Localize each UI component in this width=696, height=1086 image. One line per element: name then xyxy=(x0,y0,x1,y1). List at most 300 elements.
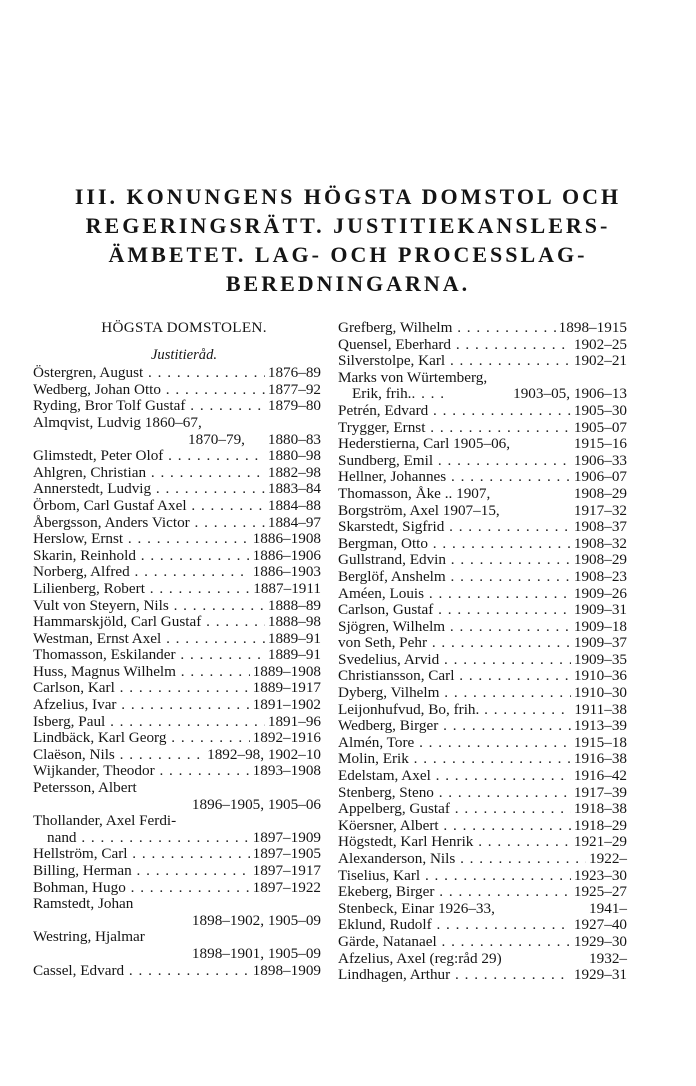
dot-leader xyxy=(424,586,571,603)
entry-name: Sjögren, Wilhelm xyxy=(338,617,446,635)
entry-years: 1898–1901, 1905–09 xyxy=(191,944,321,962)
entry-name: Améen, Louis xyxy=(338,584,425,602)
entry-years: 1889–1917 xyxy=(252,679,321,697)
dot-leader xyxy=(115,680,250,697)
entry-name: Carlson, Karl xyxy=(33,679,115,697)
list-item xyxy=(33,747,321,764)
dot-leader xyxy=(439,652,571,669)
entry-name: Dyberg, Vilhelm xyxy=(338,684,440,702)
entry-years: 1941– xyxy=(589,899,627,917)
entry-name: Thomasson, Eskilander xyxy=(33,646,176,664)
entry-years: 1915–18 xyxy=(573,733,627,751)
list-item xyxy=(33,963,321,980)
entry-years: 1911–38 xyxy=(574,700,627,718)
list-item xyxy=(33,598,321,615)
entry-name: Bohman, Hugo xyxy=(33,878,126,896)
dot-leader xyxy=(151,481,265,498)
list-item xyxy=(338,420,627,437)
entry-years: 1880–83 xyxy=(267,430,321,448)
entry-years: 1892–1916 xyxy=(252,729,321,747)
list-item xyxy=(33,481,321,498)
entry-years: 1908–37 xyxy=(573,518,627,536)
entry-name: Hederstierna, Carl 1905–06, xyxy=(338,435,511,453)
entry-years: 1891–1902 xyxy=(252,696,321,714)
dot-leader xyxy=(495,901,586,918)
list-item xyxy=(338,569,627,586)
entry-name: Petrén, Edvard xyxy=(338,401,429,419)
dot-leader xyxy=(124,963,250,980)
entry-name: Ahlgren, Christian xyxy=(33,463,147,481)
list-item xyxy=(33,531,321,548)
dot-leader xyxy=(117,697,250,714)
dot-leader xyxy=(450,967,571,984)
list-item xyxy=(338,619,627,636)
list-item xyxy=(338,868,627,885)
dot-leader xyxy=(190,515,265,532)
list-item xyxy=(338,503,627,520)
dot-leader xyxy=(136,548,250,565)
dot-leader xyxy=(454,668,570,685)
dot-leader xyxy=(187,498,265,515)
list-item xyxy=(338,884,627,901)
dot-leader xyxy=(185,398,264,415)
line-fill xyxy=(623,370,627,387)
list-item xyxy=(338,801,627,818)
list-item xyxy=(338,370,627,387)
entry-years: 1929–31 xyxy=(573,966,627,984)
dot-leader xyxy=(115,747,204,764)
dot-leader xyxy=(446,469,571,486)
entry-years: 1886–1906 xyxy=(252,546,321,564)
entry-name: Hammarskjöld, Carl Gustaf xyxy=(33,613,202,631)
entry-years: 1892–98, 1902–10 xyxy=(207,745,321,763)
entry-years: 1913–39 xyxy=(573,717,627,735)
entry-name: Köersner, Albert xyxy=(338,816,439,834)
entry-years: 1921–29 xyxy=(573,833,627,851)
list-item xyxy=(338,967,627,984)
entry-years: 1929–30 xyxy=(573,932,627,950)
dot-leader xyxy=(510,436,571,453)
list-item xyxy=(33,780,321,797)
dot-leader xyxy=(145,581,250,598)
entry-years: 1932– xyxy=(589,949,627,967)
entry-name: Westring, Hjalmar xyxy=(33,928,145,946)
entry-years: 1925–27 xyxy=(573,883,627,901)
heading-line: III. KONUNGENS HÖGSTA DOMSTOL OCH xyxy=(74,184,622,209)
entry-name: Thollander, Axel Ferdi- xyxy=(33,812,177,830)
list-item xyxy=(33,763,321,780)
entry-name: Östergren, August xyxy=(33,364,144,382)
dot-leader xyxy=(245,432,265,449)
entry-years: 1889–91 xyxy=(267,646,321,664)
dot-leader xyxy=(451,337,571,354)
entry-name: Billing, Herman xyxy=(33,862,132,879)
dot-leader xyxy=(455,851,586,868)
entry-name: Trygger, Ernst xyxy=(338,418,426,436)
entry-name: Hellström, Carl xyxy=(33,845,128,863)
entry-years: 1909–31 xyxy=(573,601,627,619)
dot-leader xyxy=(444,519,571,536)
list-item xyxy=(338,951,627,968)
entry-name: Gärde, Natanael xyxy=(338,932,437,950)
list-item xyxy=(33,382,321,399)
entry-name: Wedberg, Johan Otto xyxy=(33,380,161,398)
entry-name: Tiselius, Karl xyxy=(338,866,421,884)
entry-years: 1916–38 xyxy=(573,750,627,768)
list-item xyxy=(33,432,321,449)
entry-name: Skarin, Reinhold xyxy=(33,546,136,564)
dot-leader xyxy=(428,403,571,420)
dot-leader xyxy=(201,614,265,631)
list-item xyxy=(338,337,627,354)
dot-leader xyxy=(105,714,265,731)
entry-years: 1898–1909 xyxy=(252,961,321,979)
dot-leader: . . . . xyxy=(411,386,446,403)
list-item xyxy=(33,581,321,598)
list-item xyxy=(33,448,321,465)
list-item xyxy=(338,602,627,619)
entry-years: 1897–1909 xyxy=(252,828,321,846)
dot-leader xyxy=(473,834,570,851)
entry-name: Åbergsson, Anders Victor xyxy=(33,513,190,531)
dot-leader xyxy=(434,785,571,802)
entry-name: Annerstedt, Ludvig xyxy=(33,480,152,498)
list-item xyxy=(338,652,627,669)
dot-leader xyxy=(433,602,571,619)
list-item xyxy=(33,631,321,648)
heading-line: ÄMBETET. LAG- OCH PROCESSLAG- xyxy=(108,242,588,267)
left-column xyxy=(33,320,321,979)
list-item xyxy=(338,552,627,569)
list-item xyxy=(338,353,627,370)
list-item xyxy=(338,735,627,752)
list-item xyxy=(33,664,321,681)
entry-years: 1897–1905 xyxy=(252,845,321,863)
entry-name: Claëson, Nils xyxy=(33,745,115,763)
entry-name: Hellner, Johannes xyxy=(338,468,447,486)
dot-leader xyxy=(425,420,570,437)
section-title: HÖGSTA DOMSTOLEN. xyxy=(101,319,267,336)
list-item xyxy=(33,564,321,581)
entry-name: Molin, Erik xyxy=(338,750,409,768)
entry-name: Afzelius, Axel (reg:råd 29) xyxy=(338,949,502,967)
list-item xyxy=(33,863,321,880)
dot-leader xyxy=(432,917,571,934)
entry-name: Grefberg, Wilhelm xyxy=(338,319,453,336)
list-item xyxy=(338,635,627,652)
entry-name: Silverstolpe, Karl xyxy=(338,352,446,370)
entry-years: 1916–42 xyxy=(573,767,627,785)
entry-list xyxy=(338,320,627,984)
right-column xyxy=(338,320,627,984)
entry-years: 1889–1908 xyxy=(252,662,321,680)
entry-name: Carlson, Gustaf xyxy=(338,601,434,619)
list-item xyxy=(33,896,321,913)
list-item xyxy=(338,453,627,470)
dot-leader xyxy=(439,685,570,702)
entry-years: 1877–92 xyxy=(267,380,321,398)
entry-name: Afzelius, Ivar xyxy=(33,696,117,714)
dot-leader xyxy=(176,664,250,681)
list-item xyxy=(338,320,627,337)
dot-leader xyxy=(409,751,571,768)
entry-name: Huss, Magnus Wilhelm xyxy=(33,662,176,680)
entry-name: Petersson, Albert xyxy=(33,779,137,797)
list-item xyxy=(338,536,627,553)
list-item xyxy=(33,846,321,863)
dot-leader xyxy=(445,353,571,370)
entry-years: 1905–30 xyxy=(573,401,627,419)
list-item xyxy=(33,929,321,946)
entry-years: 1908–32 xyxy=(573,534,627,552)
dot-leader xyxy=(450,801,571,818)
entry-years: 1897–1917 xyxy=(252,862,321,879)
entry-years: 1923–30 xyxy=(573,866,627,884)
entry-years: 1888–89 xyxy=(267,596,321,614)
list-item xyxy=(338,702,627,719)
entry-years: 1917–39 xyxy=(573,783,627,801)
entry-name: Skarstedt, Sigfrid xyxy=(338,518,445,536)
entry-years: 1902–25 xyxy=(573,335,627,353)
list-item xyxy=(338,586,627,603)
entry-years: 1880–98 xyxy=(267,447,321,465)
entry-name: Ekeberg, Birger xyxy=(338,883,435,901)
entry-years: 1910–30 xyxy=(573,684,627,702)
entry-name: Stenberg, Steno xyxy=(338,783,434,801)
entry-years: 1905–07 xyxy=(573,418,627,436)
entry-years: 1908–23 xyxy=(573,567,627,585)
list-item xyxy=(338,718,627,735)
entry-name: Christiansson, Carl xyxy=(338,667,455,685)
entry-years: 1879–80 xyxy=(267,397,321,415)
dot-leader xyxy=(433,453,571,470)
list-item xyxy=(33,913,321,930)
dot-leader xyxy=(446,569,571,586)
list-item xyxy=(33,946,321,963)
dot-leader xyxy=(176,647,265,664)
dot-leader xyxy=(163,448,265,465)
entry-years: 1909–37 xyxy=(573,634,627,652)
dot-leader xyxy=(161,382,265,399)
dot-leader xyxy=(414,735,571,752)
list-item xyxy=(338,668,627,685)
list-item xyxy=(338,851,627,868)
entry-name: Herslow, Ernst xyxy=(33,530,124,548)
entry-name: Vult von Steyern, Nils xyxy=(33,596,169,614)
list-item xyxy=(338,469,627,486)
entry-years: 1909–26 xyxy=(573,584,627,602)
entry-name: Örbom, Carl Gustaf Axel xyxy=(33,496,187,514)
entry-years: 1897–1922 xyxy=(252,878,321,896)
entry-years: 1902–21 xyxy=(573,352,627,370)
dot-leader xyxy=(446,552,571,569)
list-item xyxy=(33,680,321,697)
list-item xyxy=(33,880,321,897)
dot-leader xyxy=(126,880,250,897)
dot-leader xyxy=(502,951,586,968)
dot-leader xyxy=(445,619,571,636)
entry-name: Erik, frih. xyxy=(352,385,412,403)
entry-name: Borgström, Axel 1907–15, xyxy=(338,501,500,519)
list-item xyxy=(33,697,321,714)
entry-years: 1915–16 xyxy=(573,435,627,453)
dot-leader xyxy=(490,486,571,503)
list-item xyxy=(338,768,627,785)
entry-name: Wedberg, Birger xyxy=(338,717,439,735)
entry-years: 1876–89 xyxy=(267,364,321,382)
dot-leader xyxy=(438,718,571,735)
entry-name: Ryding, Bror Tolf Gustaf xyxy=(33,397,186,415)
entry-name: Lindbäck, Karl Georg xyxy=(33,729,167,747)
entry-name: Alexanderson, Nils xyxy=(338,850,456,867)
entry-name: Högstedt, Karl Henrik xyxy=(338,833,474,851)
list-item xyxy=(33,813,321,830)
list-item xyxy=(338,436,627,453)
entry-name: Stenbeck, Einar 1926–33, xyxy=(338,899,495,917)
heading-line: BEREDNINGARNA. xyxy=(225,271,471,296)
dot-leader xyxy=(155,763,250,780)
entry-name: Isberg, Paul xyxy=(33,712,106,730)
entry-years: 1918–38 xyxy=(573,800,627,818)
dot-leader xyxy=(161,631,265,648)
entry-years: 1883–84 xyxy=(267,480,321,498)
list-item xyxy=(338,403,627,420)
entry-name: Berglöf, Anshelm xyxy=(338,567,446,585)
entry-name: Almén, Tore xyxy=(338,733,415,751)
entry-years: 1908–29 xyxy=(573,484,627,502)
list-item xyxy=(338,934,627,951)
dot-leader xyxy=(439,818,571,835)
entry-years: 1886–1908 xyxy=(252,530,321,548)
entry-name: von Seth, Pehr xyxy=(338,634,428,652)
dot-leader xyxy=(130,564,250,581)
dot-leader xyxy=(143,365,265,382)
dot-leader xyxy=(123,531,250,548)
entry-name: Cassel, Edvard xyxy=(33,961,125,979)
list-item xyxy=(338,917,627,934)
entry-years: 1884–88 xyxy=(267,496,321,514)
entry-name: Appelberg, Gustaf xyxy=(338,800,450,818)
list-item xyxy=(33,797,321,814)
dot-leader xyxy=(77,830,250,847)
entry-years: 1906–07 xyxy=(573,468,627,486)
dot-leader xyxy=(437,934,571,951)
dot-leader xyxy=(166,730,249,747)
list-item xyxy=(33,548,321,565)
dot-leader xyxy=(452,320,555,337)
entry-name: Lindhagen, Arthur xyxy=(338,966,451,984)
entry-name: Ramstedt, Johan xyxy=(33,895,134,913)
chapter-heading xyxy=(0,182,696,298)
entry-years: 1887–1911 xyxy=(253,579,321,597)
dot-leader xyxy=(427,635,571,652)
dot-leader xyxy=(420,868,571,885)
entry-name: Lilienberg, Robert xyxy=(33,579,145,597)
dot-leader xyxy=(127,846,249,863)
entry-years: 1889–91 xyxy=(267,629,321,647)
section-subtitle: Justitieråd. xyxy=(150,346,218,363)
heading-line: REGERINGSRÄTT. JUSTITIEKANSLERS- xyxy=(85,213,611,238)
dot-leader xyxy=(500,503,571,520)
entry-name: Sundberg, Emil xyxy=(338,451,434,469)
dot-leader xyxy=(146,465,265,482)
dot-leader xyxy=(479,702,571,719)
entry-years: 1896–1905, 1905–06 xyxy=(191,795,321,813)
entry-years: 1908–29 xyxy=(573,551,627,569)
entry-years: 1888–98 xyxy=(267,613,321,631)
list-item xyxy=(33,614,321,631)
entry-name: Quensel, Eberhard xyxy=(338,335,452,353)
dot-leader xyxy=(428,536,571,553)
entry-name: Bergman, Otto xyxy=(338,534,428,552)
entry-years: 1910–36 xyxy=(573,667,627,685)
entry-years: 1927–40 xyxy=(573,916,627,934)
entry-name: 1870–79, xyxy=(188,430,245,448)
entry-years: 1898–1915 xyxy=(558,319,627,336)
entry-name: Leijonhufvud, Bo, frih. xyxy=(338,700,480,718)
list-item xyxy=(338,519,627,536)
list-item xyxy=(33,398,321,415)
list-item xyxy=(338,386,627,403)
entry-name: Glimstedt, Peter Olof xyxy=(33,447,164,465)
entry-years: 1909–35 xyxy=(573,650,627,668)
list-item xyxy=(338,751,627,768)
dot-leader xyxy=(132,863,250,880)
entry-name: Norberg, Alfred xyxy=(33,563,130,581)
list-item xyxy=(338,685,627,702)
entry-years: 1918–29 xyxy=(573,816,627,834)
entry-years: 1903–05, 1906–13 xyxy=(513,385,627,403)
dot-leader xyxy=(431,768,571,785)
entry-name: nand xyxy=(47,828,77,846)
list-item xyxy=(33,365,321,382)
list-item xyxy=(33,465,321,482)
entry-years: 1909–18 xyxy=(573,617,627,635)
list-item xyxy=(33,415,321,432)
entry-years: 1893–1908 xyxy=(252,762,321,780)
entry-years: 1922– xyxy=(589,850,627,867)
entry-years: 1891–96 xyxy=(267,712,321,730)
entry-years: 1886–1903 xyxy=(252,563,321,581)
entry-name: Westman, Ernst Axel xyxy=(33,629,162,647)
entry-name: Edelstam, Axel xyxy=(338,767,431,785)
entry-years: 1917–32 xyxy=(573,501,627,519)
list-item xyxy=(33,830,321,847)
dot-leader xyxy=(434,884,570,901)
dot-leader xyxy=(169,598,265,615)
list-item xyxy=(338,486,627,503)
list-item xyxy=(338,901,627,918)
entry-years: 1884–97 xyxy=(267,513,321,531)
entry-years: 1898–1902, 1905–09 xyxy=(191,911,321,929)
list-item xyxy=(33,714,321,731)
list-item xyxy=(33,647,321,664)
list-item xyxy=(33,730,321,747)
list-item xyxy=(33,498,321,515)
list-item xyxy=(33,515,321,532)
entry-years: 1882–98 xyxy=(267,463,321,481)
entry-name: Almqvist, Ludvig 1860–67, xyxy=(33,413,202,431)
entry-name: Svedelius, Arvid xyxy=(338,650,440,668)
entry-list xyxy=(33,365,321,979)
entry-name: Eklund, Rudolf xyxy=(338,916,432,934)
list-item xyxy=(338,834,627,851)
list-item xyxy=(338,818,627,835)
entry-name: Thomasson, Åke .. 1907, xyxy=(338,484,491,502)
entry-name: Wijkander, Theodor xyxy=(33,762,155,780)
list-item xyxy=(338,785,627,802)
entry-name: Marks von Würtemberg, xyxy=(338,368,488,386)
